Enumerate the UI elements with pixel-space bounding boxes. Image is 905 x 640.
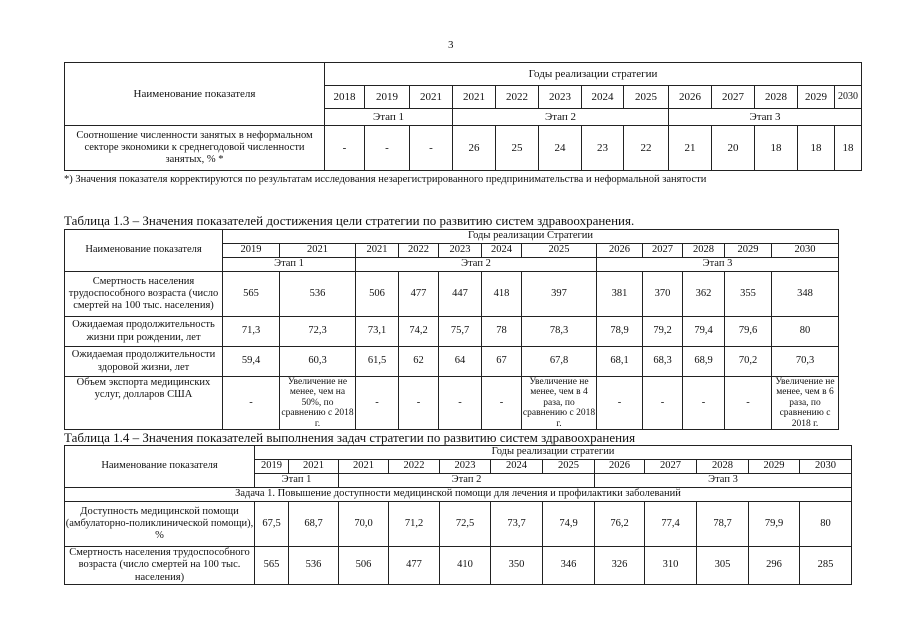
stage-cell: Этап 2	[356, 258, 597, 272]
stage-cell: Этап 3	[595, 474, 852, 488]
value-cell: 23	[582, 126, 624, 171]
year-cell: 2030	[835, 86, 862, 109]
row-name: Объем экспорта медицинских услуг, долларов США	[65, 377, 223, 430]
year-cell: 2019	[223, 244, 280, 258]
page-number: 3	[448, 39, 454, 51]
value-cell: 362	[683, 272, 725, 317]
year-cell: 2023	[539, 86, 582, 109]
footnote: *) Значения показателя корректируются по результатам исследования незарегистрированного предпринимательства и неформальной занятости	[64, 174, 707, 185]
year-cell: 2022	[496, 86, 539, 109]
value-cell: -	[683, 377, 725, 430]
year-cell: 2019	[365, 86, 410, 109]
value-cell: 326	[595, 547, 645, 585]
years-header: Годы реализации Стратегии	[223, 230, 839, 244]
value-cell: 79,2	[643, 317, 683, 347]
value-cell: 73,7	[491, 502, 543, 547]
table-caption: Таблица 1.4 – Значения показателей выполнения задач стратегии по развитию систем здравоохранения	[64, 430, 636, 445]
value-cell: -	[725, 377, 772, 430]
value-cell: 536	[280, 272, 356, 317]
value-cell: 285	[800, 547, 852, 585]
value-cell: 79,4	[683, 317, 725, 347]
value-cell: 78,9	[597, 317, 643, 347]
year-cell: 2025	[624, 86, 669, 109]
value-cell: 21	[669, 126, 712, 171]
value-cell: -	[356, 377, 399, 430]
name-header: Наименование показателя	[65, 230, 223, 272]
value-cell: 70,0	[339, 502, 389, 547]
years-header: Годы реализации стратегии	[255, 446, 852, 460]
value-cell: -	[439, 377, 482, 430]
value-cell: 64	[439, 347, 482, 377]
health-goal-table	[64, 229, 839, 430]
year-cell: 2030	[800, 460, 852, 474]
stage-cell: Этап 3	[669, 109, 862, 126]
stage-cell: Этап 2	[453, 109, 669, 126]
informal-employment-table	[64, 62, 862, 171]
value-cell: 67,8	[522, 347, 597, 377]
value-cell: 24	[539, 126, 582, 171]
value-cell: Увеличение не менее, чем в 4 раза, по сравнению с 2018 г.	[522, 377, 596, 429]
name-header: Наименование показателя	[65, 63, 325, 126]
value-cell: 506	[356, 272, 399, 317]
row-name: Смертность населения трудоспособного возраста (число смертей на 100 тыс. населения)	[65, 547, 255, 585]
row-name: Смертность населения трудоспособного возраста (число смертей на 100 тыс. населения)	[65, 272, 223, 317]
year-cell: 2021	[356, 244, 399, 258]
value-cell: 74,9	[543, 502, 595, 547]
year-cell: 2024	[491, 460, 543, 474]
value-cell: 18	[798, 126, 835, 171]
value-cell: 355	[725, 272, 772, 317]
stage-cell: Этап 1	[223, 258, 356, 272]
value-cell: 78,3	[522, 317, 597, 347]
year-cell: 2026	[597, 244, 643, 258]
value-cell: 506	[339, 547, 389, 585]
year-cell: 2026	[669, 86, 712, 109]
value-cell: -	[325, 126, 365, 171]
value-cell: 305	[697, 547, 749, 585]
value-cell: 296	[749, 547, 800, 585]
value-cell: 67	[482, 347, 522, 377]
value-cell: 346	[543, 547, 595, 585]
year-cell: 2029	[749, 460, 800, 474]
value-cell: 70,3	[772, 347, 839, 377]
year-cell: 2018	[325, 86, 365, 109]
year-cell: 2030	[772, 244, 839, 258]
value-cell: 381	[597, 272, 643, 317]
value-cell: 350	[491, 547, 543, 585]
value-cell: 59,4	[223, 347, 280, 377]
value-cell: 68,1	[597, 347, 643, 377]
value-cell: 78,7	[697, 502, 749, 547]
value-cell: 397	[522, 272, 597, 317]
year-cell: 2023	[440, 460, 491, 474]
row-name: Доступность медицинской помощи (амбулаторно-поликлинической помощи), %	[65, 502, 255, 547]
value-cell: 71,2	[389, 502, 440, 547]
value-cell: 70,2	[725, 347, 772, 377]
value-cell: 75,7	[439, 317, 482, 347]
stage-cell: Этап 1	[255, 474, 339, 488]
value-cell: 20	[712, 126, 755, 171]
stage-cell: Этап 3	[597, 258, 839, 272]
value-cell: 62	[399, 347, 439, 377]
year-cell: 2028	[697, 460, 749, 474]
value-cell: 68,3	[643, 347, 683, 377]
year-cell: 2026	[595, 460, 645, 474]
task-row: Задача 1. Повышение доступности медицинской помощи для лечения и профилактики заболеваний	[65, 488, 852, 502]
row-name: Соотношение численности занятых в неформальном секторе экономики к среднегодовой численности занятых, % *	[65, 126, 325, 171]
year-cell: 2025	[522, 244, 597, 258]
year-cell: 2029	[798, 86, 835, 109]
year-cell: 2027	[643, 244, 683, 258]
value-cell: 410	[440, 547, 491, 585]
year-cell: 2021	[453, 86, 496, 109]
year-cell: 2021	[410, 86, 453, 109]
value-cell: -	[643, 377, 683, 430]
value-cell: 76,2	[595, 502, 645, 547]
value-cell: 348	[772, 272, 839, 317]
value-cell: 77,4	[645, 502, 697, 547]
year-cell: 2019	[255, 460, 289, 474]
value-cell: 18	[835, 126, 862, 171]
value-cell: 25	[496, 126, 539, 171]
year-cell: 2023	[439, 244, 482, 258]
stage-cell: Этап 1	[325, 109, 453, 126]
value-cell: 310	[645, 547, 697, 585]
value-cell: 565	[223, 272, 280, 317]
year-cell: 2028	[755, 86, 798, 109]
value-cell: 536	[289, 547, 339, 585]
year-cell: 2028	[683, 244, 725, 258]
health-tasks-table	[64, 445, 852, 585]
year-cell: 2027	[712, 86, 755, 109]
year-cell: 2024	[582, 86, 624, 109]
value-cell: 72,5	[440, 502, 491, 547]
value-cell: 80	[772, 317, 839, 347]
value-cell: -	[365, 126, 410, 171]
value-cell: 61,5	[356, 347, 399, 377]
value-cell: 80	[800, 502, 852, 547]
year-cell: 2029	[725, 244, 772, 258]
value-cell: 60,3	[280, 347, 356, 377]
value-cell: -	[223, 377, 280, 430]
year-cell: 2021	[280, 244, 356, 258]
value-cell: 67,5	[255, 502, 289, 547]
value-cell: 26	[453, 126, 496, 171]
year-cell: 2027	[645, 460, 697, 474]
value-cell: 418	[482, 272, 522, 317]
row-name: Ожидаемая продолжительность жизни при рождении, лет	[65, 317, 223, 347]
value-cell: 68,7	[289, 502, 339, 547]
value-cell: Увеличение не менее, чем в 6 раза, по сравнению с 2018 г.	[772, 377, 839, 430]
value-cell: 22	[624, 126, 669, 171]
year-cell: 2021	[289, 460, 339, 474]
row-name: Ожидаемая продолжительности здоровой жизни, лет	[65, 347, 223, 377]
value-cell: -	[410, 126, 453, 171]
stage-cell: Этап 2	[339, 474, 595, 488]
name-header: Наименование показателя	[65, 446, 255, 488]
value-cell: 477	[399, 272, 439, 317]
value-cell: 18	[755, 126, 798, 171]
year-cell: 2025	[543, 460, 595, 474]
years-header: Годы реализации стратегии	[325, 63, 862, 86]
value-cell: 73,1	[356, 317, 399, 347]
value-cell: Увеличение не менее, чем на 50%, по сравнению с 2018 г.	[281, 377, 354, 429]
year-cell: 2022	[399, 244, 439, 258]
year-cell: 2024	[482, 244, 522, 258]
value-cell: 370	[643, 272, 683, 317]
value-cell: 71,3	[223, 317, 280, 347]
value-cell: 447	[439, 272, 482, 317]
value-cell: 477	[389, 547, 440, 585]
value-cell: 79,9	[749, 502, 800, 547]
value-cell: 78	[482, 317, 522, 347]
value-cell: -	[399, 377, 439, 430]
year-cell: 2022	[389, 460, 440, 474]
value-cell: 74,2	[399, 317, 439, 347]
table-caption: Таблица 1.3 – Значения показателей достижения цели стратегии по развитию систем здравоохранения.	[64, 213, 635, 228]
value-cell: -	[597, 377, 643, 430]
value-cell: -	[482, 377, 522, 430]
value-cell: 565	[255, 547, 289, 585]
value-cell: 72,3	[280, 317, 356, 347]
value-cell: 68,9	[683, 347, 725, 377]
value-cell: 79,6	[725, 317, 772, 347]
year-cell: 2021	[339, 460, 389, 474]
